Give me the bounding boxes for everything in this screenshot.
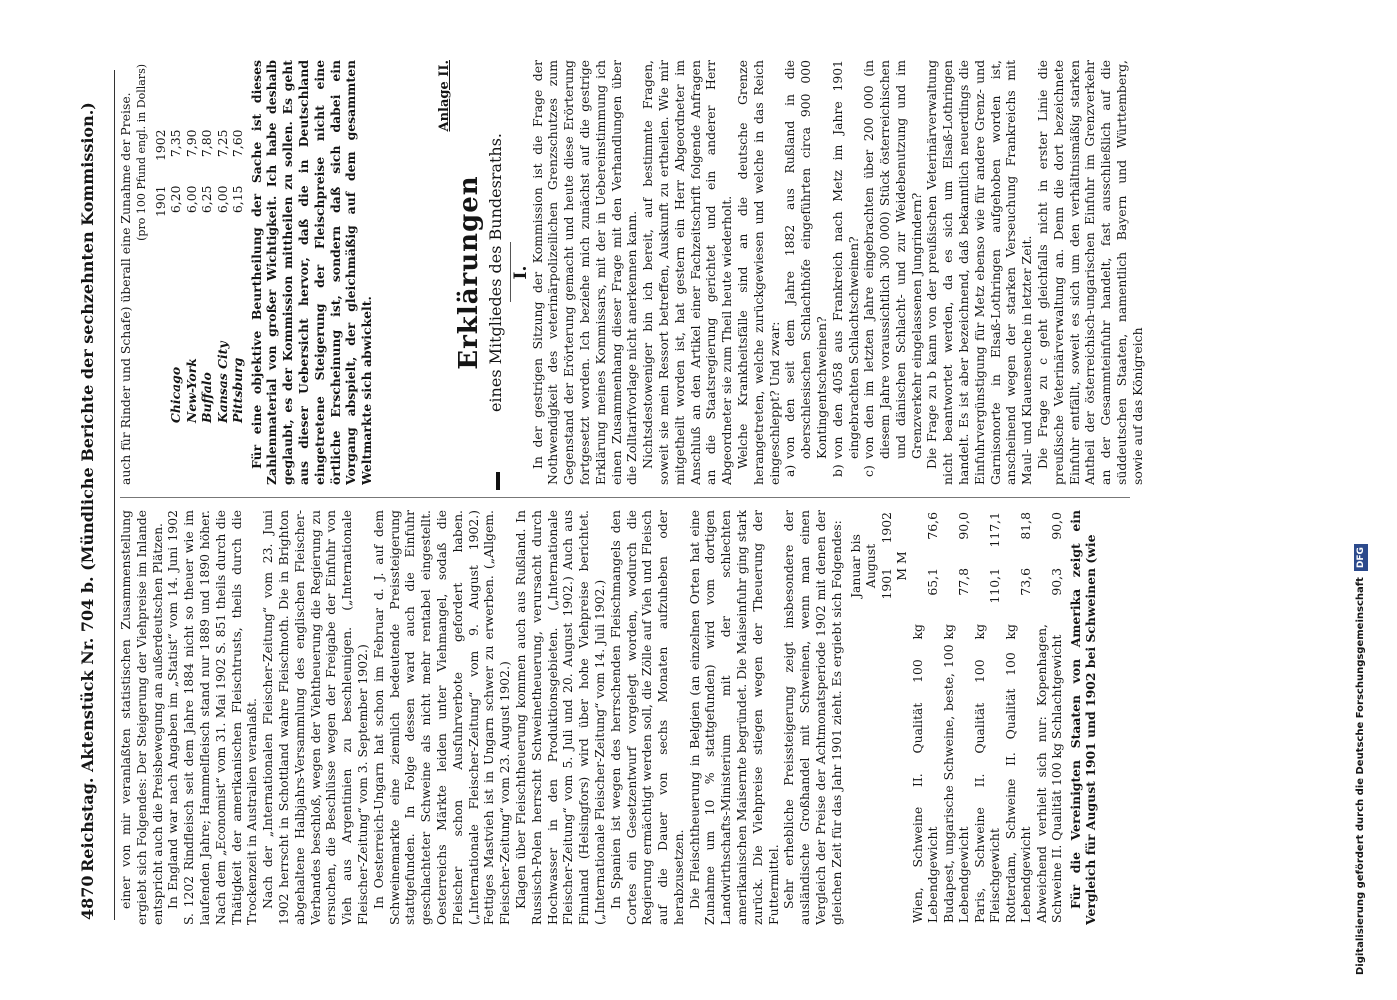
price-table xyxy=(848,510,1065,925)
row-label: Paris, Schweine II. Qualität 100 kg Fleischgewicht xyxy=(971,624,1003,923)
column-divider xyxy=(120,497,1130,498)
right-column xyxy=(118,60,1188,485)
value-1901: 65,1 xyxy=(925,568,941,596)
left-column xyxy=(118,510,1188,925)
table-row xyxy=(168,128,184,426)
table-years-row xyxy=(879,510,895,925)
city-label: Pittsburg xyxy=(230,357,246,423)
city-label: Chicago xyxy=(168,366,184,423)
paragraph: Die Frage zu c geht gleichfalls nicht in erster Linie die preußische Veterinärverwaltung an. Denn die dort bezeichnete Einfuhr entfällt, soweit es sich um den verhältnismäßig starken Antheil der österreichisch-ungarischen Einfuhr im Grenzverkehr an der Gesammteinfuhr handelt, fast ausschließlich auf die süddeutschen Staaten, namentlich Bayern und Württemberg, sowie auf das Königreich xyxy=(1035,60,1145,485)
table-row xyxy=(230,128,246,426)
digitization-text xyxy=(1354,35,1368,975)
row-label: Wien, Schweine II. Qualität 100 kg Lebendgewicht xyxy=(909,624,941,923)
table-years-row xyxy=(153,128,169,426)
value-1901: 77,8 xyxy=(956,568,972,596)
paragraph: Die Fleischtheuerung in Belgien (an einzelnen Orten hat eine Zunahme um 10 % stattgefunden) wird vom dortigen Landwirthschafts-Ministerium mit der schlechten amerikanischen Maisernte begründet. Die Maiseinfuhr ging stark zurück. Die Viehpreise stiegen wegen der Theuerung der Futtermittel. xyxy=(686,510,781,925)
table-row xyxy=(184,128,200,426)
paragraph: In England war nach Angaben im „Statist“ vom 14. Juni 1902 S. 1202 Rindfleisch seit dem Jahre 1884 nicht so theuer wie im laufenden Jahre; Hammelfleisch stand nur 1889 und 1890 höher. Nach dem „Economist“ vom 31. Mai 1902 S. 851 theils durch die Thätigkeit der amerikanischen Fleischtrusts, theils durch die Trockenzeit in Australien veranlaßt. xyxy=(165,510,260,925)
value-1902: 7,90 xyxy=(183,129,199,158)
year-1901: 1901 xyxy=(878,568,894,600)
table-unit: M M xyxy=(894,551,910,581)
section-subtitle: eines Mitgliedes des Bundesraths. xyxy=(485,132,505,413)
value-1902: 90,0 xyxy=(1049,512,1065,540)
spacer xyxy=(375,60,437,485)
value-1901: 6,15 xyxy=(230,185,246,214)
list-item-text: von den 4058 aus Frankreich nach Metz im Jahre 1901 eingebrachten Schlachtschweinen? xyxy=(829,60,861,459)
page-header xyxy=(70,60,110,920)
page-number: 4870 xyxy=(78,875,97,920)
list-marker: c) xyxy=(861,465,877,477)
paragraph: Nach der „Internationalen Fleischer-Zeitung“ vom 23. Juni 1902 herrscht in Schottland wahre Fleischnoth. Die in Brighton abgehaltene Halbjahrs-Versammlung des englischen Fleischer-Verbandes beschloß, wegen der Viehtheuerung die Regierung zu ersuchen, die Beschlüsse wegen der Freigabe der Einfuhr von Vieh aus Argentinien zu beschleunigen. („Internationale Fleischer-Zeitung“ vom 3. September 1902.) xyxy=(260,510,370,925)
value-1901: 6,00 xyxy=(214,185,230,214)
value-1902: 7,35 xyxy=(168,129,184,158)
table-row xyxy=(941,510,972,925)
paragraph: Für eine objektive Beurtheilung der Sache ist dieses Zahlenmaterial von großer Wichtigkeit. Ich habe deshalb geglaubt, es der Kommission mittheilen zu sollen. Es geht aus dieser Uebersicht hervor, daß die in Deutschland eingetretene Steigerung der Fleischpreise nicht eine örtliche Erscheinung ist, sondern daß sich dabei ein Vorgang abspielt, der gleichmäßig auf dem gesammten Weltmarkte sich abwickelt. xyxy=(248,60,375,485)
table-row xyxy=(199,128,215,426)
table-row xyxy=(1034,510,1065,925)
year-1902: 1902 xyxy=(878,512,894,544)
value-1901: 6,00 xyxy=(183,185,199,214)
table-caption: (pro 100 Pfund engl. in Dollars) xyxy=(134,64,148,241)
row-label: Abweichend verhielt sich nur: Kopenhagen, Schweine II. Qualität 100 kg Schlachtgewicht xyxy=(1033,624,1065,923)
value-1902: 81,8 xyxy=(1018,512,1034,540)
header-rule xyxy=(114,70,115,920)
paragraph: einer von mir veranlaßten statistischen Zusammenstellung ergiebt sich Folgendes: Der Steigerung der Viehpreise im Inlande entspricht auch die Preisbewegung an außerdeutschen Plätzen. xyxy=(118,510,165,925)
table-header-row xyxy=(848,510,879,925)
table-row xyxy=(910,510,941,925)
table-row xyxy=(1003,510,1034,925)
paragraph: Nichtsdestoweniger bin ich bereit, auf bestimmte Fragen, soweit sie mein Ressort betreffen, Auskunft zu ertheilen. Wie mir mitgetheilt worden ist, hat gestern ein Herr Abgeordneter im Anschluß an den Artikel einer Fachzeitschrift folgende Anfragen an die Staatsregierung gerichtet und ein anderer Herr Abgeordneter sie zum Theil heute wiederholt. xyxy=(640,60,735,485)
paragraph: Die Frage zu b kann von der preußischen Veterinärverwaltung nicht beantwortet werden, da es sich um Elsaß-Lothringen handelt. Es ist aber bezeichnend, daß bekanntlich neuerdings die Einfuhrvergünstigung für Metz ebenso wie für andere Grenz- und Garnisonorte in Elsaß-Lothringen aufgehoben worden ist, anscheinend wegen der starken Verseuchung Frankreichs mit Maul- und Klauenseuche in letzter Zeit. xyxy=(924,60,1035,485)
list-marker: b) xyxy=(829,464,845,477)
table-row xyxy=(215,128,231,426)
value-1901: 6,25 xyxy=(199,185,215,214)
city-label: Kansas City xyxy=(214,341,230,423)
list-item xyxy=(830,60,862,485)
running-title: Reichstag. Aktenstück Nr. 704 b. (Mündliche Berichte der sechzehnten Kommission.) xyxy=(78,102,97,872)
table-header: Januar bis August xyxy=(847,534,879,598)
paragraph: In der gestrigen Sitzung der Kommission ist die Frage der Nothwendigkeit des veterinärpolizeilichen Grenzschutzes zum Gegenstand der Erörterung gemacht und heute diese Erörterung fortgesetzt worden. Ich beziehe mich zunächst auf die gestrige Erklärung meines Kommissars, mit der in Uebereinstimmung ich einen Zusammenhang dieser Frage mit den Verhandlungen über die Zolltarifvorlage nicht anerkennen kann. xyxy=(529,60,640,485)
section-title: Erklärungen xyxy=(453,175,484,370)
appendix-label: Anlage II. xyxy=(436,60,452,132)
value-1902: 117,1 xyxy=(987,512,1003,548)
value-1902: 7,80 xyxy=(199,129,215,158)
list-marker: a) xyxy=(782,464,798,477)
value-1902: 7,25 xyxy=(214,129,230,158)
row-label: Rotterdam, Schweine II. Qualität 100 kg Lebendgewicht xyxy=(1002,624,1034,923)
list-item xyxy=(861,60,924,485)
year-1901: 1901 xyxy=(152,185,168,218)
value-1901: 6,20 xyxy=(168,185,184,214)
paragraph: In Oesterreich-Ungarn hat schon im Februar d. J. auf dem Schweinemarkte eine ziemlich bedeutende Preissteigerung stattgefunden. In Folge dessen ward auch die Einfuhr geschlachteter Schweine als nicht mehr rentabel eingestellt. Oesterreichs Märkte leiden unter Viehmangel, sodaß die Fleischer schon Ausfuhrverbote gefordert haben. („Internationale Fleischer-Zeitung“ vom 9. August 1902.) Fettiges Mastvieh ist in Ungarn schwer zu erwerben. („Allgem. Fleischer-Zeitung“ vom 23. August 1902.) xyxy=(370,510,513,925)
paragraph: Welche Krankheitsfälle sind an die deutsche Grenze herangetreten, welche zurückgewiesen und welche in das Reich eingeschleppt? Und zwar: xyxy=(734,60,782,485)
year-1902: 1902 xyxy=(152,129,168,162)
dfg-logo: DFG xyxy=(1354,544,1368,571)
paragraph: In Spanien ist wegen des herrschenden Fleischmangels den Cortes ein Gesetzentwurf vorgelegt worden, wodurch die Regierung ermächtigt werden soll, die Zölle auf Vieh und Fleisch auf die Dauer von sechs Monaten aufzuheben oder herabzusetzen. xyxy=(607,510,686,925)
table-row xyxy=(972,510,1003,925)
paragraph: Klagen über Fleischtheuerung kommen auch aus Rußland. In Russisch-Polen herrscht Schweinetheuerung, verursacht durch Hochwasser in den Produktionsgebieten. („Internationale Fleischer-Zeitung“ vom 5. Juli und 20. August 1902.) Auch aus Finnland (Helsingfors) wird über hohe Viehpreise berichtet. („Internationale Fleischer-Zeitung“ vom 14. Juli 1902.) xyxy=(512,510,607,925)
value-1902: 7,60 xyxy=(230,129,246,158)
paragraph: auch für Rinder und Schafe) überall eine Zunahme der Preise. xyxy=(118,92,133,485)
value-1901: 73,6 xyxy=(1018,568,1034,596)
city-label: Buffalo xyxy=(199,372,215,423)
list-item-text: von den seit dem Jahre 1882 aus Rußland in die oberschlesischen Schlachthöfe eingeführten circa 900 000 Kontingentschweinen? xyxy=(782,60,829,459)
digitization-label: Digitalisierung gefördert durch die Deutsche Forschungsgemeinschaft xyxy=(1355,577,1366,975)
paragraph: Sehr erhebliche Preissteigerung zeigt insbesondere der ausländische Großhandel mit Schweinen, wenn man einen Vergleich der Preise der Achtmonatsperiode 1902 mit denen der gleichen Zeit für das Jahr 1901 zieht. Es ergiebt sich Folgendes: xyxy=(781,510,844,925)
city-label: New-York xyxy=(183,358,199,423)
paragraph: Für die Vereinigten Staaten von Amerika zeigt ein Vergleich für August 1901 und 1902 bei Schweinen (wie xyxy=(1067,510,1099,925)
table-unit-row xyxy=(894,510,910,925)
value-1901: 110,1 xyxy=(987,568,1003,604)
us-price-table xyxy=(153,128,246,426)
value-1901: 90,3 xyxy=(1049,568,1065,596)
value-1902: 76,6 xyxy=(925,512,941,540)
section-number: I. xyxy=(510,265,531,280)
value-1902: 90,0 xyxy=(956,512,972,540)
list-item-text: von den im letzten Jahre eingebrachten über 200 000 (in diesem Jahre voraussichtlich 300 000) Stück österreichischen und dänischen Schlacht- und zur Weidebenutzung und im Grenzverkehr eingelassenen Jungrindern? xyxy=(861,60,924,459)
digitization-note xyxy=(1340,25,1370,975)
row-label: Budapest, ungarische Schweine, beste, 100 kg Lebendgewicht xyxy=(940,624,972,923)
list-item xyxy=(782,60,829,485)
question-list xyxy=(782,60,924,485)
